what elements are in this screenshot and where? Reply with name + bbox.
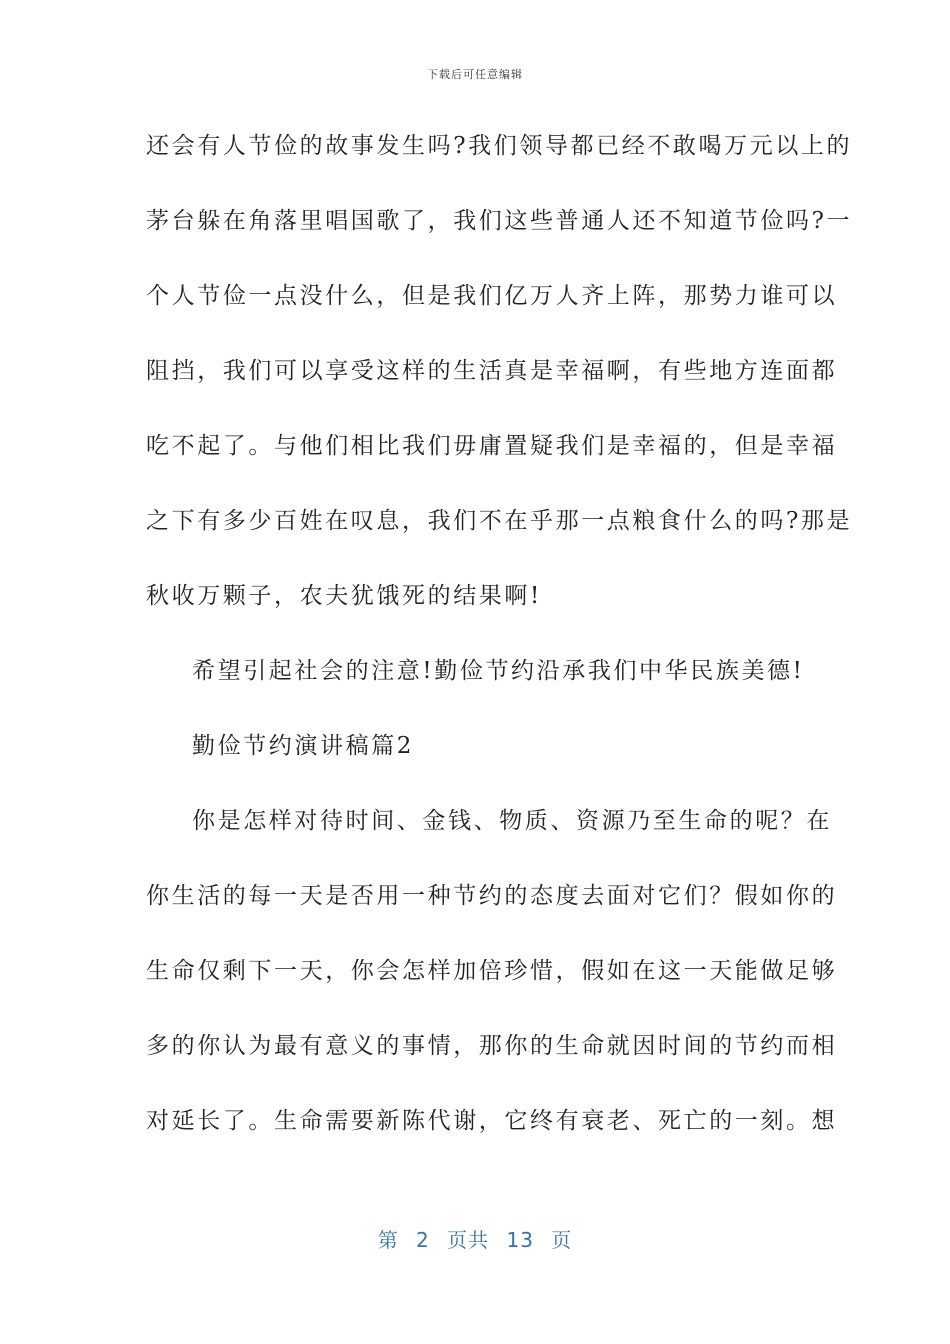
- text-line: 生命仅剩下一天，你会怎样加倍珍惜，假如在这一天能做足够: [146, 958, 838, 984]
- text-line: 对延长了。生命需要新陈代谢，它终有衰老、死亡的一刻。想: [146, 1108, 838, 1134]
- page-header: 下载后可任意编辑: [427, 68, 523, 81]
- text-line: 多的你认为最有意义的事情，那你的生命就因时间的节约而相: [146, 1033, 838, 1059]
- text-line: 阻挡，我们可以享受这样的生活真是幸福啊，有些地方连面都: [146, 358, 838, 384]
- text-line: 之下有多少百姓在叹息，我们不在乎那一点粮食什么的吗?那是: [146, 508, 853, 534]
- text-line: 吃不起了。与他们相比我们毋庸置疑我们是幸福的，但是幸福: [146, 433, 838, 459]
- text-line: 希望引起社会的注意!勤俭节约沿承我们中华民族美德!: [192, 658, 805, 684]
- text-line: 茅台躲在角落里唱国歌了，我们这些普通人还不知道节俭吗?一: [146, 208, 853, 234]
- text-line: 秋收万颗子，农夫犹饿死的结果啊!: [146, 583, 542, 609]
- page-number-footer: 第 2 页共 13 页: [377, 1228, 573, 1252]
- text-line: 个人节俭一点没什么，但是我们亿万人齐上阵，那势力谁可以: [146, 283, 838, 309]
- text-line: 你是怎样对待时间、金钱、物质、资源乃至生命的呢？在: [192, 808, 832, 834]
- section-heading: 勤俭节约演讲稿篇2: [192, 733, 415, 759]
- text-line: 你生活的每一天是否用一种节约的态度去面对它们？假如你的: [146, 883, 838, 909]
- text-line: 还会有人节俭的故事发生吗?我们领导都已经不敢喝万元以上的: [146, 133, 853, 159]
- document-body: [146, 120, 853, 1170]
